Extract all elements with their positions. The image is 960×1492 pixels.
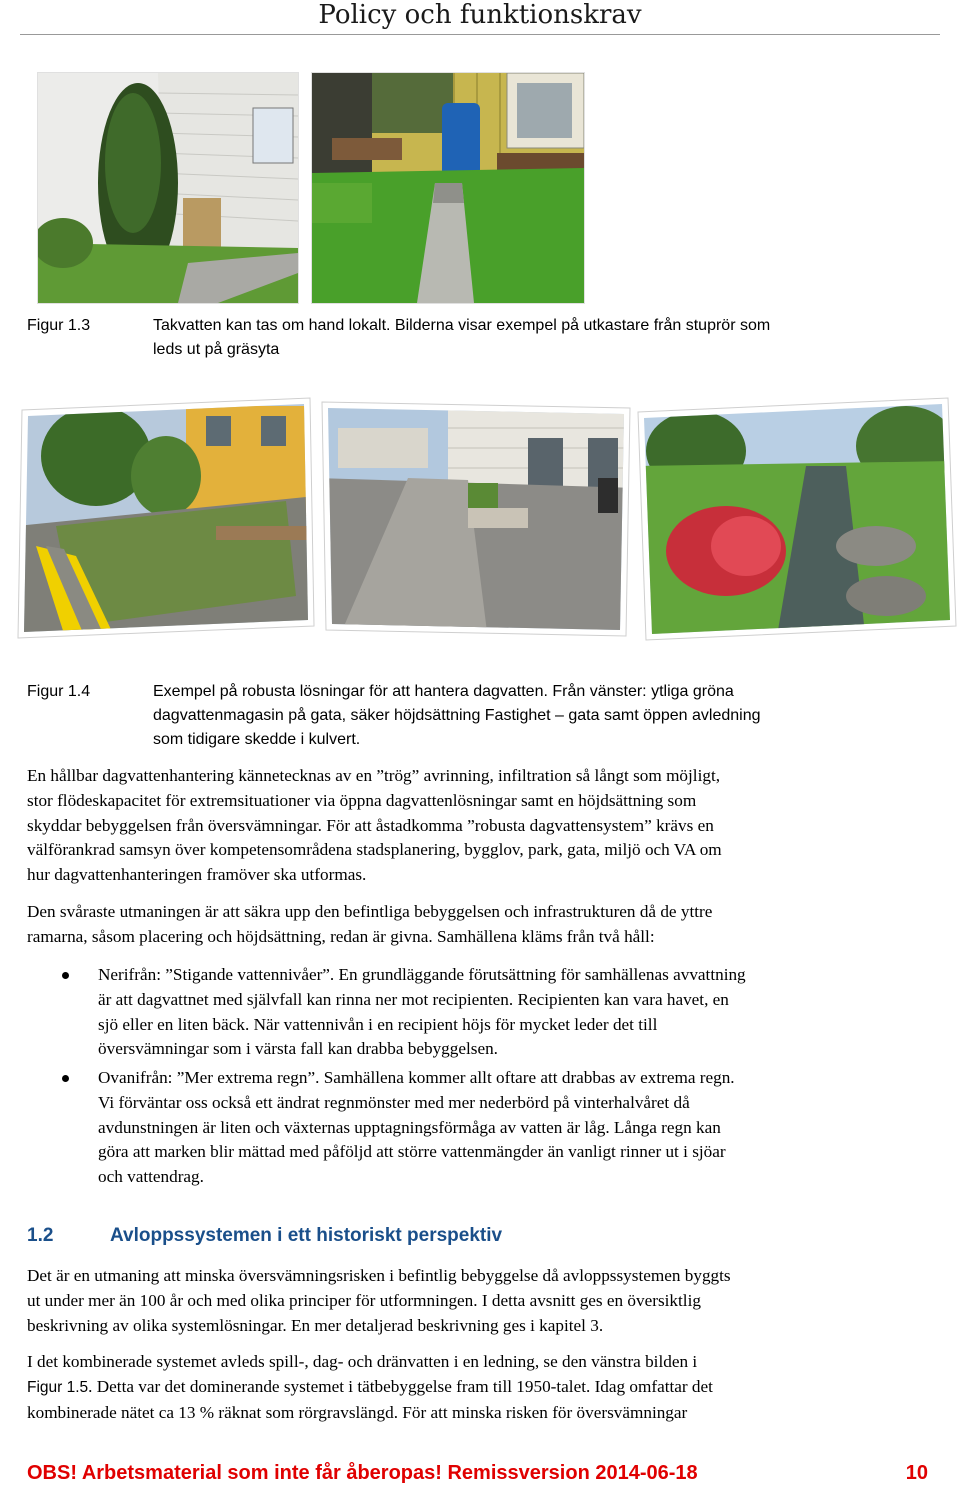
text-line: ut under mer än 100 år och med olika principer för utformningen. I detta avsnitt ges en översiktlig <box>27 1290 701 1310</box>
text-line: ramarna, såsom placering och höjdsättning, redan är givna. Samhällena kläms från två håll: <box>27 926 655 946</box>
text-line: I det kombinerade systemet avleds spill-, dag- och dränvatten i en ledning, se den vänstra bilden i <box>27 1352 698 1371</box>
figure-1-4-caption <box>153 680 943 752</box>
bullet-icon <box>62 972 69 979</box>
section-title: Avloppssystemen i ett historiskt perspektiv <box>110 1225 503 1246</box>
caption-line: Exempel på robusta lösningar för att hantera dagvatten. Från vänster: ytliga gröna <box>153 683 734 700</box>
text-line: kombinerade nätet ca 13 % räknat som rörgravslängd. För att minska risken för översvämningar <box>27 1402 688 1422</box>
text-line: och vattendrag. <box>98 1167 204 1187</box>
paragraph-stormwater <box>27 764 937 888</box>
text-line: välförankrad samsyn över kompetensområdena stadsplanering, bygglov, park, gata, miljö och VA om <box>27 840 722 860</box>
bullet-list-item <box>98 1066 943 1190</box>
photo-house-downspout <box>37 72 299 304</box>
text-line: Det är en utmaning att minska översvämningsrisken i befintlig bebyggelse då avloppssystemen byggts <box>27 1266 731 1285</box>
text-line: beskrivning av olika systemlösningar. En mer detaljerad beskrivning ges i kapitel 3. <box>27 1315 604 1335</box>
text-line: Den svåraste utmaningen är att säkra upp den befintliga bebyggelsen och infrastrukturen då de yttre <box>27 902 713 921</box>
text-line: En hållbar dagvattenhantering kännetecknas av en ”trög” avrinning, infiltration så långt som möjligt, <box>27 766 721 785</box>
paragraph-history <box>27 1264 937 1338</box>
photo-street-bioswale <box>16 396 316 640</box>
figure-1-3-label: Figur 1.3 <box>27 317 91 334</box>
text-line: är att dagvattnet med självfall kan rinna ner mot recipienten. Recipienten kan vara havet, en <box>98 989 729 1009</box>
section-number: 1.2 <box>27 1225 54 1246</box>
bullet-icon <box>62 1075 69 1082</box>
paragraph-challenge <box>27 900 937 950</box>
figure-reference-link[interactable]: Figur 1.5 <box>27 1378 89 1396</box>
text-line: Ovanifrån: ”Mer extrema regn”. Samhällena kommer allt oftare att drabbas av extrema regn. <box>98 1068 735 1087</box>
figure-1-4-label: Figur 1.4 <box>27 683 91 700</box>
header-divider <box>20 34 940 35</box>
text-span: . Detta var det dominerande systemet i tätbebyggelse fram till 1950-talet. Idag omfattar det <box>88 1376 713 1396</box>
text-line: Vi förväntar oss också ett ändrat regnmönster med mer nederbörd på vinterhalvåret då <box>98 1092 690 1112</box>
photo-yard-splashblock <box>311 72 585 304</box>
text-line <box>27 1375 937 1401</box>
text-line: göra att marken blir mättad med påföljd att större vattenmängder än vanligt rinner ut i sjöar <box>98 1142 726 1162</box>
footer-notice: OBS! Arbetsmaterial som inte får åberopas! Remissversion 2014-06-18 <box>27 1462 698 1484</box>
running-header: Policy och funktionskrav <box>318 0 642 30</box>
caption-line: Takvatten kan tas om hand lokalt. Bilderna visar exempel på utkastare från stuprör som <box>153 317 771 334</box>
text-line: sjö eller en liten bäck. När vattennivån i en recipient höjs för mycket leder det till <box>98 1014 658 1034</box>
paragraph-combined-system <box>27 1350 937 1425</box>
photo-open-channel <box>636 396 958 642</box>
caption-line: leds ut på gräsyta <box>153 341 280 358</box>
text-line: stor flödeskapacitet för extremsituationer via öppna dagvattenlösningar samt en höjdsättning som <box>27 790 697 810</box>
page-number: 10 <box>905 1462 928 1484</box>
text-line: översvämningar som i värsta fall kan drabba bebyggelsen. <box>98 1039 498 1059</box>
text-line: avdunstningen är liten och växternas upptagningsförmåga av vatten är låg. Långa regn kan <box>98 1117 721 1137</box>
text-line: hur dagvattenhanteringen framöver ska utformas. <box>27 865 367 885</box>
text-line: Nerifrån: ”Stigande vattennivåer”. En grundläggande förutsättning för samhällenas avvattning <box>98 965 746 984</box>
text-line: skyddar bebyggelsen från översvämningar. För att åstadkomma ”robusta dagvattensystem” krävs en <box>27 815 714 835</box>
figure-1-3-caption <box>153 314 943 362</box>
photo-street-elevation <box>318 398 634 640</box>
caption-line: dagvattenmagasin på gata, säker höjdsättning Fastighet – gata samt öppen avledning <box>153 707 761 724</box>
bullet-list-item <box>98 963 943 1062</box>
caption-line: som tidigare skedde i kulvert. <box>153 731 361 748</box>
